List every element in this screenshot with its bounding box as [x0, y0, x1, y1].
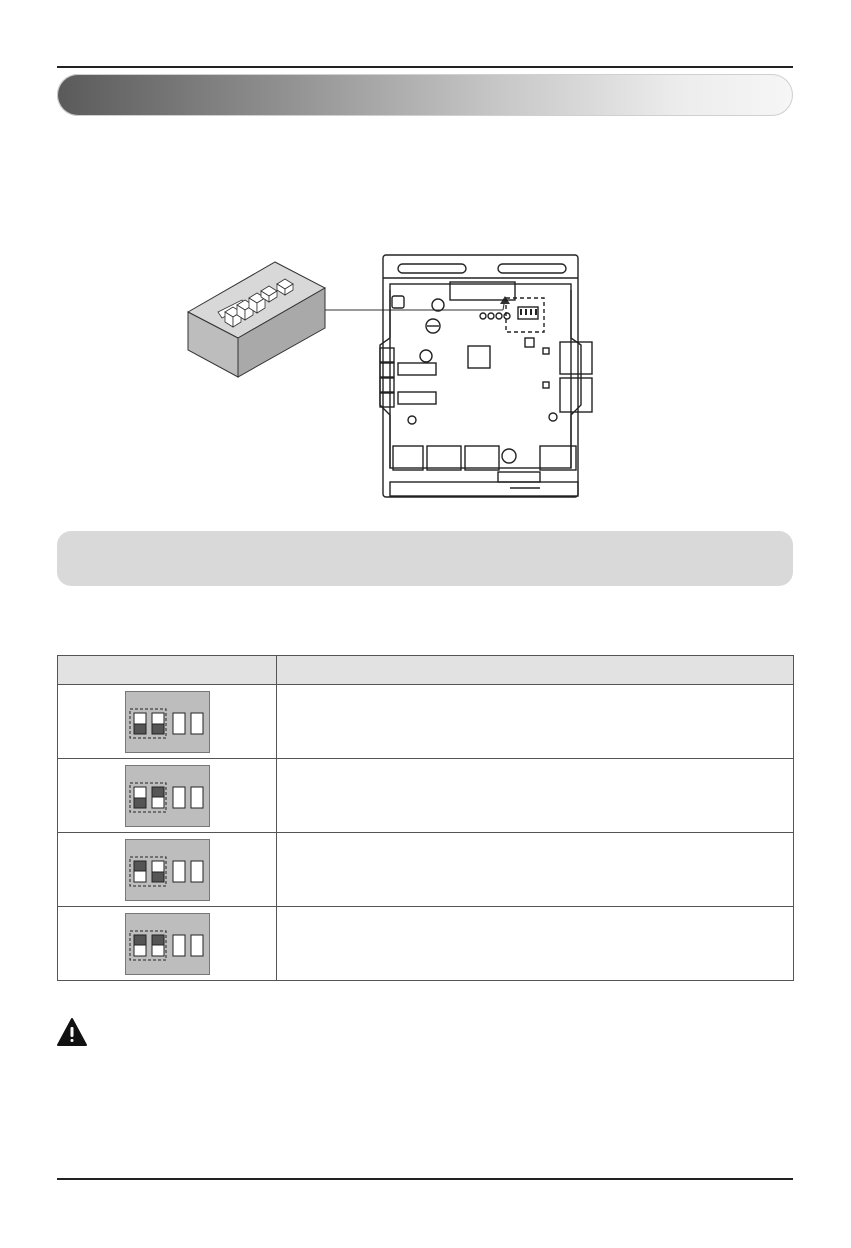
- dip-toggle-3: [173, 787, 185, 808]
- dip-switch-diagram: [125, 691, 210, 753]
- dip-toggle-3: [173, 713, 185, 734]
- dip-toggle-knob: [152, 872, 164, 882]
- dip-switch-settings-table: [57, 655, 794, 981]
- dip-switch-diagram: [125, 765, 210, 827]
- section-subheader-bar: [57, 531, 793, 586]
- dip-switch-graphic: [126, 766, 209, 826]
- dip-toggle-4: [191, 787, 203, 808]
- table-row: [58, 907, 794, 981]
- dip-switch-graphic: [126, 692, 209, 752]
- dip-toggle-1: [134, 861, 146, 882]
- dip-toggle-knob: [134, 798, 146, 808]
- pcb-dip-switch-figure: [180, 250, 620, 510]
- dip-switch-diagram: [125, 913, 210, 975]
- warning-triangle-icon: [56, 1017, 88, 1047]
- bottom-rule: [57, 1178, 793, 1180]
- dip-switch-graphic: [126, 840, 209, 900]
- dip-switch-cell: [58, 685, 277, 759]
- dip-toggle-2: [152, 861, 164, 882]
- table-header-switch: [58, 656, 277, 685]
- dip-toggle-3: [173, 861, 185, 882]
- dip-toggle-knob: [152, 935, 164, 945]
- dip-toggle-2: [152, 787, 164, 808]
- dip-toggle-knob: [152, 787, 164, 797]
- section-header-bar: [57, 74, 793, 116]
- dip-switch-graphic: [126, 914, 209, 974]
- dip-toggle-knob: [134, 935, 146, 945]
- setting-cell: [277, 833, 794, 907]
- dip-toggle-knob: [134, 724, 146, 734]
- dip-switch-enlarged: [188, 262, 325, 377]
- table-header-row: [58, 656, 794, 685]
- table-row: [58, 833, 794, 907]
- dip-toggle-knob: [134, 861, 146, 871]
- dip-toggle-3: [173, 935, 185, 956]
- setting-cell: [277, 685, 794, 759]
- dip-toggle-2: [152, 935, 164, 956]
- dip-toggle-1: [134, 787, 146, 808]
- dip-switch-cell: [58, 759, 277, 833]
- dip-toggle-1: [134, 935, 146, 956]
- top-rule: [57, 66, 793, 68]
- dip-switch-cell: [58, 833, 277, 907]
- dip-toggle-4: [191, 861, 203, 882]
- table-row: [58, 685, 794, 759]
- table-header-setting: [277, 656, 794, 685]
- setting-cell: [277, 759, 794, 833]
- table-row: [58, 759, 794, 833]
- dip-switch-diagram: [125, 839, 210, 901]
- pcb-board: [380, 255, 592, 497]
- dip-toggle-4: [191, 713, 203, 734]
- setting-cell: [277, 907, 794, 981]
- dip-toggle-knob: [152, 724, 164, 734]
- dip-toggle-2: [152, 713, 164, 734]
- dip-toggle-4: [191, 935, 203, 956]
- dip-switch-cell: [58, 907, 277, 981]
- dip-toggle-1: [134, 713, 146, 734]
